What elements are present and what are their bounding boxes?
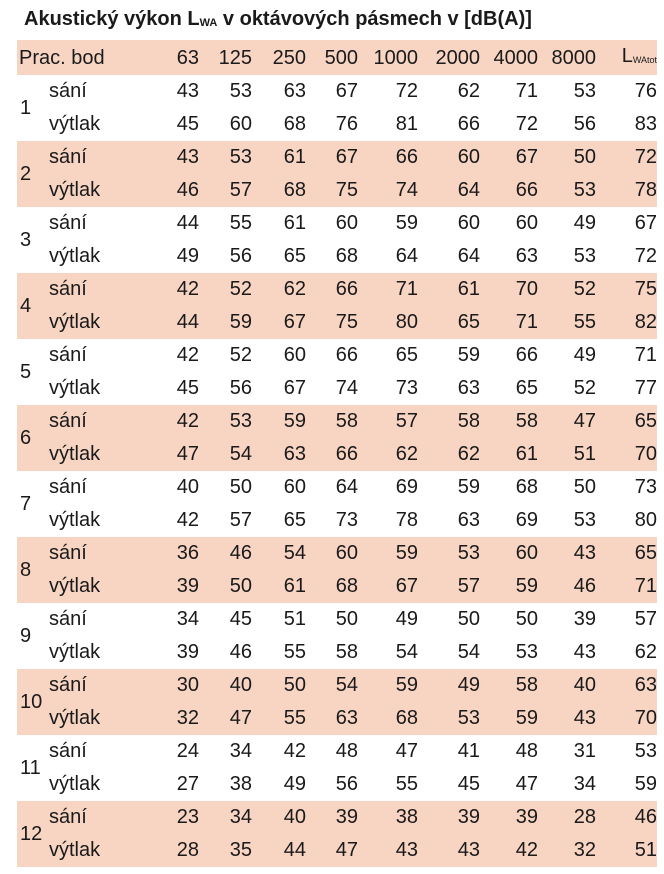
band-value: 55 [283,707,307,729]
band-value: 54 [395,641,419,663]
band-value: 66 [335,344,359,366]
table-row [17,273,657,306]
band-value: 46 [176,179,200,201]
table-row [17,504,657,537]
band-value: 53 [573,80,597,102]
band-value: 65 [395,344,419,366]
band-value: 72 [395,80,419,102]
band-value: 63 [335,707,359,729]
mode-discharge: výtlak [49,245,101,267]
band-value: 74 [395,179,419,201]
band-value: 44 [176,212,200,234]
band-value: 67 [283,377,307,399]
band-value: 75 [335,311,359,333]
table-row [17,405,657,438]
band-value: 49 [457,674,481,696]
band-value: 39 [457,806,481,828]
band-value: 41 [457,740,481,762]
operating-point: 9 [20,624,32,647]
band-value: 47 [176,443,200,465]
band-value: 57 [395,410,419,432]
band-value: 65 [283,509,307,531]
band-value: 43 [395,839,419,861]
band-value: 49 [573,344,597,366]
band-value: 76 [335,113,359,135]
mode-suction: sání [49,806,87,828]
header-band: 8000 [551,46,597,69]
band-value: 52 [229,278,253,300]
total-value: 59 [634,773,658,795]
table-row [17,108,657,141]
total-value: 70 [634,443,658,465]
band-value: 65 [457,311,481,333]
total-value: 72 [634,146,658,168]
band-value: 32 [573,839,597,861]
band-value: 68 [283,113,307,135]
band-value: 64 [457,179,481,201]
table-row [17,75,657,108]
band-value: 68 [335,245,359,267]
band-value: 59 [515,707,539,729]
band-value: 47 [335,839,359,861]
band-value: 54 [229,443,253,465]
band-value: 59 [283,410,307,432]
band-value: 59 [395,212,419,234]
band-value: 49 [283,773,307,795]
band-value: 50 [515,608,539,630]
mode-discharge: výtlak [49,179,101,201]
operating-point: 8 [20,558,32,581]
table-row [17,438,657,471]
header-band: 2000 [435,46,481,69]
total-value: 57 [634,608,658,630]
band-value: 61 [515,443,539,465]
header-band: 4000 [493,46,539,69]
band-value: 46 [573,575,597,597]
band-value: 57 [229,179,253,201]
band-value: 66 [335,278,359,300]
header-point: Prac. bod [19,46,105,69]
operating-point: 6 [20,426,32,449]
band-value: 51 [573,443,597,465]
total-value: 62 [634,641,658,663]
mode-suction: sání [49,542,87,564]
band-value: 70 [515,278,539,300]
band-value: 46 [229,542,253,564]
band-value: 53 [457,542,481,564]
band-value: 53 [229,80,253,102]
band-value: 58 [515,410,539,432]
band-value: 60 [335,212,359,234]
band-value: 54 [457,641,481,663]
band-value: 69 [515,509,539,531]
table-row [17,801,657,834]
header-band: 1000 [373,46,419,69]
mode-discharge: výtlak [49,839,101,861]
band-value: 44 [283,839,307,861]
band-value: 42 [176,410,200,432]
band-value: 64 [457,245,481,267]
band-value: 50 [283,674,307,696]
total-value: 63 [634,674,658,696]
mode-discharge: výtlak [49,443,101,465]
table-title: Akustický výkon $L_{WA}$ v oktávových pásmech v [dB(A)] [24,8,532,30]
band-value: 60 [457,212,481,234]
band-value: 66 [515,344,539,366]
band-value: 53 [573,509,597,531]
band-value: 53 [457,707,481,729]
mode-discharge: výtlak [49,641,101,663]
band-value: 39 [573,608,597,630]
mode-discharge: výtlak [49,377,101,399]
band-value: 65 [283,245,307,267]
band-value: 42 [176,344,200,366]
band-value: 62 [283,278,307,300]
band-value: 49 [395,608,419,630]
band-value: 62 [457,80,481,102]
header-band: 63 [176,46,200,69]
band-value: 45 [176,377,200,399]
total-value: 70 [634,707,658,729]
band-value: 42 [176,278,200,300]
band-value: 61 [283,146,307,168]
mode-discharge: výtlak [49,773,101,795]
table-row [17,339,657,372]
band-value: 38 [229,773,253,795]
band-value: 66 [457,113,481,135]
band-value: 40 [176,476,200,498]
band-value: 50 [573,146,597,168]
band-value: 53 [229,410,253,432]
band-value: 52 [229,344,253,366]
total-value: 80 [634,509,658,531]
mode-suction: sání [49,410,87,432]
band-value: 39 [176,641,200,663]
band-value: 59 [395,542,419,564]
band-value: 60 [335,542,359,564]
band-value: 61 [283,575,307,597]
band-value: 54 [335,674,359,696]
mode-discharge: výtlak [49,575,101,597]
band-value: 52 [573,377,597,399]
band-value: 60 [457,146,481,168]
band-value: 52 [573,278,597,300]
band-value: 56 [573,113,597,135]
band-value: 39 [335,806,359,828]
band-value: 55 [283,641,307,663]
table-row [17,471,657,504]
band-value: 45 [229,608,253,630]
table-row [17,702,657,735]
band-value: 45 [176,113,200,135]
band-value: 40 [573,674,597,696]
band-value: 60 [229,113,253,135]
band-value: 72 [515,113,539,135]
band-value: 53 [515,641,539,663]
table-row [17,669,657,702]
table-row [17,735,657,768]
table-row [17,174,657,207]
band-value: 60 [283,476,307,498]
band-value: 56 [229,245,253,267]
band-value: 43 [573,641,597,663]
total-value: 71 [634,344,658,366]
band-value: 67 [395,575,419,597]
band-value: 34 [176,608,200,630]
band-value: 58 [335,410,359,432]
total-value: 82 [634,311,658,333]
band-value: 66 [335,443,359,465]
band-value: 63 [457,377,481,399]
band-value: 62 [457,443,481,465]
band-value: 55 [395,773,419,795]
band-value: 30 [176,674,200,696]
band-value: 42 [283,740,307,762]
total-value: 76 [634,80,658,102]
band-value: 64 [395,245,419,267]
band-value: 28 [573,806,597,828]
band-value: 66 [515,179,539,201]
band-value: 59 [395,674,419,696]
header-band: 250 [272,46,307,69]
band-value: 56 [229,377,253,399]
band-value: 31 [573,740,597,762]
band-value: 34 [573,773,597,795]
band-value: 64 [335,476,359,498]
total-value: 83 [634,113,658,135]
band-value: 71 [515,80,539,102]
band-value: 59 [515,575,539,597]
mode-suction: sání [49,476,87,498]
band-value: 43 [573,707,597,729]
band-value: 45 [457,773,481,795]
table-row [17,834,657,867]
mode-discharge: výtlak [49,311,101,333]
table-row [17,537,657,570]
table-row [17,240,657,273]
band-value: 59 [229,311,253,333]
band-value: 67 [515,146,539,168]
table-row [17,570,657,603]
band-value: 75 [335,179,359,201]
total-value: 67 [634,212,658,234]
band-value: 78 [395,509,419,531]
band-value: 81 [395,113,419,135]
band-value: 59 [457,476,481,498]
total-value: 77 [634,377,658,399]
band-value: 47 [573,410,597,432]
table-row [17,207,657,240]
band-value: 67 [335,146,359,168]
band-value: 43 [457,839,481,861]
total-value: 78 [634,179,658,201]
band-value: 80 [395,311,419,333]
band-value: 40 [283,806,307,828]
band-value: 71 [515,311,539,333]
band-value: 47 [229,707,253,729]
total-value: 72 [634,245,658,267]
band-value: 50 [457,608,481,630]
band-value: 46 [229,641,253,663]
table-row [17,141,657,174]
band-value: 63 [283,80,307,102]
band-value: 63 [283,443,307,465]
band-value: 27 [176,773,200,795]
band-value: 23 [176,806,200,828]
band-value: 34 [229,740,253,762]
operating-point: 3 [20,228,32,251]
band-value: 40 [229,674,253,696]
band-value: 51 [283,608,307,630]
total-value: 65 [634,542,658,564]
band-value: 55 [573,311,597,333]
table-row [17,603,657,636]
total-value: 75 [634,278,658,300]
band-value: 38 [395,806,419,828]
total-value: 53 [634,740,658,762]
band-value: 50 [573,476,597,498]
band-value: 32 [176,707,200,729]
table-row [17,372,657,405]
band-value: 57 [229,509,253,531]
band-value: 53 [573,179,597,201]
band-value: 65 [515,377,539,399]
band-value: 68 [515,476,539,498]
band-value: 71 [395,278,419,300]
band-value: 50 [335,608,359,630]
total-value: 71 [634,575,658,597]
mode-suction: sání [49,674,87,696]
operating-point: 11 [20,756,41,779]
mode-suction: sání [49,212,87,234]
band-value: 36 [176,542,200,564]
band-value: 43 [176,80,200,102]
header-band: 500 [324,46,359,69]
mode-suction: sání [49,80,87,102]
header-total: $L_{WAtot}$ [621,45,658,67]
band-value: 68 [395,707,419,729]
band-value: 60 [515,542,539,564]
band-value: 73 [395,377,419,399]
band-value: 68 [335,575,359,597]
total-value: 51 [634,839,658,861]
band-value: 43 [573,542,597,564]
band-value: 48 [515,740,539,762]
header-row [17,40,657,75]
band-value: 34 [229,806,253,828]
band-value: 60 [515,212,539,234]
band-value: 39 [176,575,200,597]
band-value: 28 [176,839,200,861]
mode-suction: sání [49,344,87,366]
mode-suction: sání [49,608,87,630]
band-value: 58 [515,674,539,696]
total-value: 46 [634,806,658,828]
total-value: 73 [634,476,658,498]
table-row [17,636,657,669]
band-value: 42 [515,839,539,861]
band-value: 50 [229,476,253,498]
band-value: 61 [283,212,307,234]
mode-discharge: výtlak [49,113,101,135]
band-value: 49 [176,245,200,267]
band-value: 48 [335,740,359,762]
band-value: 54 [283,542,307,564]
band-value: 74 [335,377,359,399]
mode-suction: sání [49,278,87,300]
header-band: 125 [218,46,253,69]
operating-point: 1 [20,96,32,119]
band-value: 24 [176,740,200,762]
operating-point: 4 [20,294,32,317]
band-value: 53 [573,245,597,267]
band-value: 73 [335,509,359,531]
band-value: 39 [515,806,539,828]
band-value: 42 [176,509,200,531]
mode-suction: sání [49,740,87,762]
band-value: 66 [395,146,419,168]
band-value: 47 [515,773,539,795]
band-value: 69 [395,476,419,498]
band-value: 67 [335,80,359,102]
acoustic-power-table [17,40,657,867]
table-row [17,768,657,801]
band-value: 43 [176,146,200,168]
band-value: 44 [176,311,200,333]
band-value: 68 [283,179,307,201]
band-value: 56 [335,773,359,795]
operating-point: 7 [20,492,32,515]
band-value: 53 [229,146,253,168]
band-value: 63 [515,245,539,267]
band-value: 47 [395,740,419,762]
band-value: 60 [283,344,307,366]
band-value: 62 [395,443,419,465]
band-value: 58 [335,641,359,663]
mode-suction: sání [49,146,87,168]
band-value: 59 [457,344,481,366]
band-value: 61 [457,278,481,300]
operating-point: 10 [20,690,43,713]
operating-point: 12 [20,822,43,845]
operating-point: 5 [20,360,32,383]
operating-point: 2 [20,162,32,185]
band-value: 49 [573,212,597,234]
band-value: 67 [283,311,307,333]
mode-discharge: výtlak [49,707,101,729]
mode-discharge: výtlak [49,509,101,531]
table-row [17,306,657,339]
total-value: 65 [634,410,658,432]
band-value: 55 [229,212,253,234]
band-value: 50 [229,575,253,597]
band-value: 57 [457,575,481,597]
band-value: 35 [229,839,253,861]
band-value: 63 [457,509,481,531]
band-value: 58 [457,410,481,432]
